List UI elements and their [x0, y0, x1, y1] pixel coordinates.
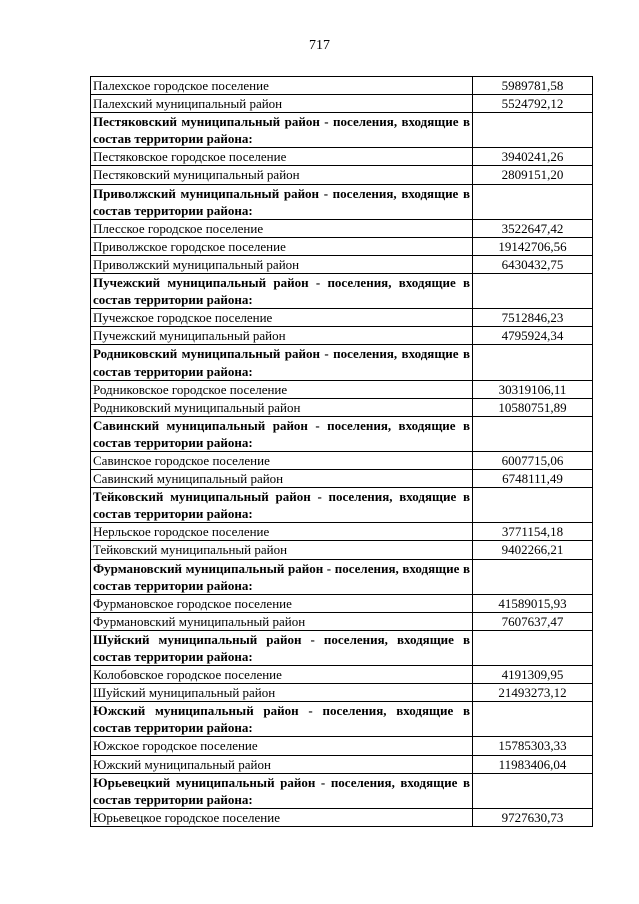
settlement-name-cell: Пестяковский муниципальный район — [91, 166, 473, 184]
table-row — [91, 684, 593, 702]
amount-cell — [473, 274, 593, 309]
table-row — [91, 398, 593, 416]
settlement-name-cell: Шуйский муниципальный район — [91, 684, 473, 702]
table-row — [91, 808, 593, 826]
amount-cell — [473, 702, 593, 737]
district-header-row — [91, 773, 593, 808]
district-header-row — [91, 702, 593, 737]
table-row — [91, 77, 593, 95]
settlement-name-cell: Юрьевецкое городское поселение — [91, 808, 473, 826]
amount-cell — [473, 345, 593, 380]
amount-cell — [473, 184, 593, 219]
settlement-name-cell: Палехский муниципальный район — [91, 95, 473, 113]
amount-cell: 4795924,34 — [473, 327, 593, 345]
district-header-row — [91, 184, 593, 219]
settlement-name-cell: Приволжское городское поселение — [91, 237, 473, 255]
district-header-row — [91, 113, 593, 148]
amount-cell: 11983406,04 — [473, 755, 593, 773]
district-header-cell: Юрьевецкий муниципальный район - поселения, входящие в состав территории района: — [91, 773, 473, 808]
table-row — [91, 523, 593, 541]
amount-cell: 41589015,93 — [473, 594, 593, 612]
amount-cell: 3771154,18 — [473, 523, 593, 541]
amount-cell: 7512846,23 — [473, 309, 593, 327]
table-row — [91, 755, 593, 773]
amount-cell — [473, 630, 593, 665]
district-header-cell: Пучежский муниципальный район - поселения, входящие в состав территории района: — [91, 274, 473, 309]
settlement-name-cell: Пестяковское городское поселение — [91, 148, 473, 166]
amount-cell: 10580751,89 — [473, 398, 593, 416]
table-row — [91, 237, 593, 255]
district-header-cell: Приволжский муниципальный район - поселения, входящие в состав территории района: — [91, 184, 473, 219]
table-row — [91, 95, 593, 113]
district-header-row — [91, 630, 593, 665]
table-row — [91, 380, 593, 398]
amount-cell: 6748111,49 — [473, 470, 593, 488]
district-header-row — [91, 488, 593, 523]
amount-cell: 9727630,73 — [473, 808, 593, 826]
settlement-name-cell: Тейковский муниципальный район — [91, 541, 473, 559]
amount-cell: 5524792,12 — [473, 95, 593, 113]
amount-cell: 3940241,26 — [473, 148, 593, 166]
settlement-name-cell: Нерльское городское поселение — [91, 523, 473, 541]
settlement-name-cell: Родниковское городское поселение — [91, 380, 473, 398]
table-row — [91, 166, 593, 184]
district-header-cell: Шуйский муниципальный район - поселения, входящие в состав территории района: — [91, 630, 473, 665]
amount-cell — [473, 488, 593, 523]
settlement-name-cell: Плесское городское поселение — [91, 219, 473, 237]
amount-cell: 7607637,47 — [473, 612, 593, 630]
table-row — [91, 451, 593, 469]
district-header-cell: Родниковский муниципальный район - поселения, входящие в состав территории района: — [91, 345, 473, 380]
amount-cell: 19142706,56 — [473, 237, 593, 255]
district-header-row — [91, 345, 593, 380]
amount-cell: 6007715,06 — [473, 451, 593, 469]
settlement-name-cell: Колобовское городское поселение — [91, 666, 473, 684]
district-header-cell: Южский муниципальный район - поселения, входящие в состав территории района: — [91, 702, 473, 737]
settlement-name-cell: Савинский муниципальный район — [91, 470, 473, 488]
amount-cell: 21493273,12 — [473, 684, 593, 702]
district-header-cell: Фурмановский муниципальный район - поселения, входящие в состав территории района: — [91, 559, 473, 594]
table-row — [91, 541, 593, 559]
settlement-name-cell: Пучежское городское поселение — [91, 309, 473, 327]
settlement-name-cell: Фурмановский муниципальный район — [91, 612, 473, 630]
district-header-row — [91, 274, 593, 309]
amount-cell — [473, 113, 593, 148]
settlement-name-cell: Савинское городское поселение — [91, 451, 473, 469]
district-header-cell: Савинский муниципальный район - поселения, входящие в состав территории района: — [91, 416, 473, 451]
table-row — [91, 737, 593, 755]
district-header-cell: Тейковский муниципальный район - поселения, входящие в состав территории района: — [91, 488, 473, 523]
settlement-name-cell: Южский муниципальный район — [91, 755, 473, 773]
amount-cell: 2809151,20 — [473, 166, 593, 184]
table-row — [91, 309, 593, 327]
amount-cell: 4191309,95 — [473, 666, 593, 684]
table-row — [91, 327, 593, 345]
amount-cell: 3522647,42 — [473, 219, 593, 237]
settlement-name-cell: Пучежский муниципальный район — [91, 327, 473, 345]
settlement-name-cell: Приволжский муниципальный район — [91, 255, 473, 273]
district-header-row — [91, 559, 593, 594]
district-header-cell: Пестяковский муниципальный район - поселения, входящие в состав территории района: — [91, 113, 473, 148]
budget-table-body — [91, 77, 593, 827]
settlement-name-cell: Фурмановское городское поселение — [91, 594, 473, 612]
table-row — [91, 219, 593, 237]
table-row — [91, 470, 593, 488]
table-row — [91, 612, 593, 630]
table-row — [91, 666, 593, 684]
amount-cell — [473, 773, 593, 808]
district-header-row — [91, 416, 593, 451]
amount-cell: 6430432,75 — [473, 255, 593, 273]
settlement-name-cell: Родниковский муниципальный район — [91, 398, 473, 416]
amount-cell — [473, 559, 593, 594]
page-number: 717 — [309, 38, 330, 53]
table-row — [91, 255, 593, 273]
amount-cell: 30319106,11 — [473, 380, 593, 398]
budget-table — [90, 76, 593, 827]
settlement-name-cell: Палехское городское поселение — [91, 77, 473, 95]
amount-cell: 5989781,58 — [473, 77, 593, 95]
amount-cell: 9402266,21 — [473, 541, 593, 559]
settlement-name-cell: Южское городское поселение — [91, 737, 473, 755]
amount-cell — [473, 416, 593, 451]
amount-cell: 15785303,33 — [473, 737, 593, 755]
table-row — [91, 148, 593, 166]
table-row — [91, 594, 593, 612]
